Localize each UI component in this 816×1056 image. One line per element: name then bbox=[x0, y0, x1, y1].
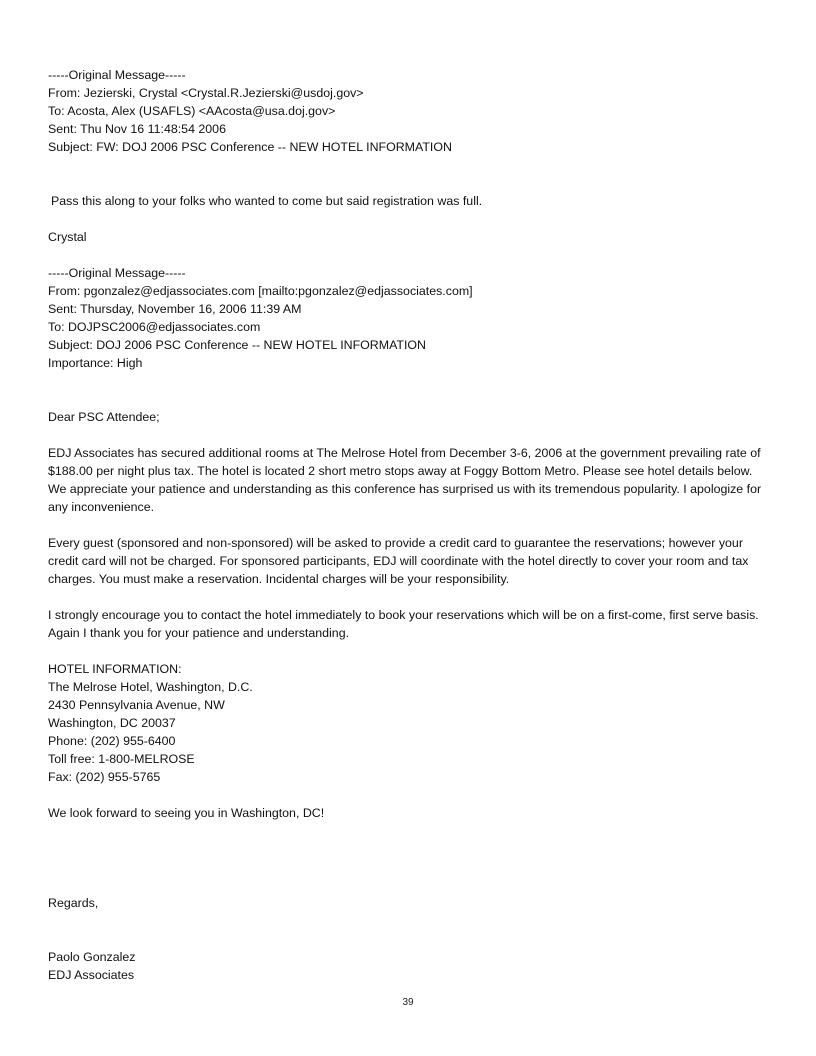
email-document bbox=[48, 66, 772, 984]
subject-line: Subject: FW: DOJ 2006 PSC Conference -- NEW HOTEL INFORMATION bbox=[48, 140, 452, 154]
hotel-information bbox=[48, 660, 772, 786]
body-paragraph: I strongly encourage you to contact the hotel immediately to book your reservations which will be on a first-come, first serve basis. Again I thank you for your patience and understanding. bbox=[48, 608, 759, 640]
hotel-city: Washington, DC 20037 bbox=[48, 716, 176, 730]
closing-line: We look forward to seeing you in Washington, DC! bbox=[48, 806, 325, 820]
message-separator: -----Original Message----- bbox=[48, 68, 186, 82]
from-line: From: Jezierski, Crystal <Crystal.R.Jezierski@usdoj.gov> bbox=[48, 86, 364, 100]
subject-line: Subject: DOJ 2006 PSC Conference -- NEW HOTEL INFORMATION bbox=[48, 338, 427, 352]
hotel-heading: HOTEL INFORMATION: bbox=[48, 662, 182, 676]
hotel-tollfree: Toll free: 1-800-MELROSE bbox=[48, 752, 195, 766]
hotel-name: The Melrose Hotel, Washington, D.C. bbox=[48, 680, 253, 694]
hotel-fax: Fax: (202) 955-5765 bbox=[48, 770, 161, 784]
body-paragraph: Every guest (sponsored and non-sponsored) will be asked to provide a credit card to guarantee the reservations; however your credit card will not be charged. For sponsored participants, EDJ will coordinate with the hotel directly to cover your room and tax charges. You must make a reservation. Incidental charges will be your responsibility. bbox=[48, 536, 749, 586]
hotel-street: 2430 Pennsylvania Avenue, NW bbox=[48, 698, 225, 712]
forward-note: Pass this along to your folks who wanted to come but said registration was full. bbox=[51, 194, 483, 208]
original-message-header-2 bbox=[48, 264, 772, 372]
page-number: 39 bbox=[402, 997, 414, 1008]
original-message-header-1 bbox=[48, 66, 772, 156]
sender-org: EDJ Associates bbox=[48, 968, 135, 982]
from-line: From: pgonzalez@edjassociates.com [mailto:pgonzalez@edjassociates.com] bbox=[48, 284, 473, 298]
importance-line: Importance: High bbox=[48, 356, 143, 370]
regards: Regards, bbox=[48, 896, 99, 910]
hotel-phone: Phone: (202) 955-6400 bbox=[48, 734, 176, 748]
sent-line: Sent: Thu Nov 16 11:48:54 2006 bbox=[48, 122, 226, 136]
greeting: Dear PSC Attendee; bbox=[48, 410, 160, 424]
body-paragraph: EDJ Associates has secured additional rooms at The Melrose Hotel from December 3-6, 2006 at the government prevailing rate of $188.00 per night plus tax. The hotel is located 2 short metro stops away at Foggy Bottom Metro. Please see hotel details below. We appreciate your patience and understanding as this conference has surprised us with its tremendous popularity. I apologize for any inconvenience. bbox=[48, 446, 762, 514]
sent-line: Sent: Thursday, November 16, 2006 11:39 AM bbox=[48, 302, 302, 316]
sender-name: Paolo Gonzalez bbox=[48, 950, 136, 964]
forward-signature: Crystal bbox=[48, 230, 87, 244]
to-line: To: DOJPSC2006@edjassociates.com bbox=[48, 320, 261, 334]
to-line: To: Acosta, Alex (USAFLS) <AAcosta@usa.doj.gov> bbox=[48, 104, 336, 118]
message-separator: -----Original Message----- bbox=[48, 266, 186, 280]
